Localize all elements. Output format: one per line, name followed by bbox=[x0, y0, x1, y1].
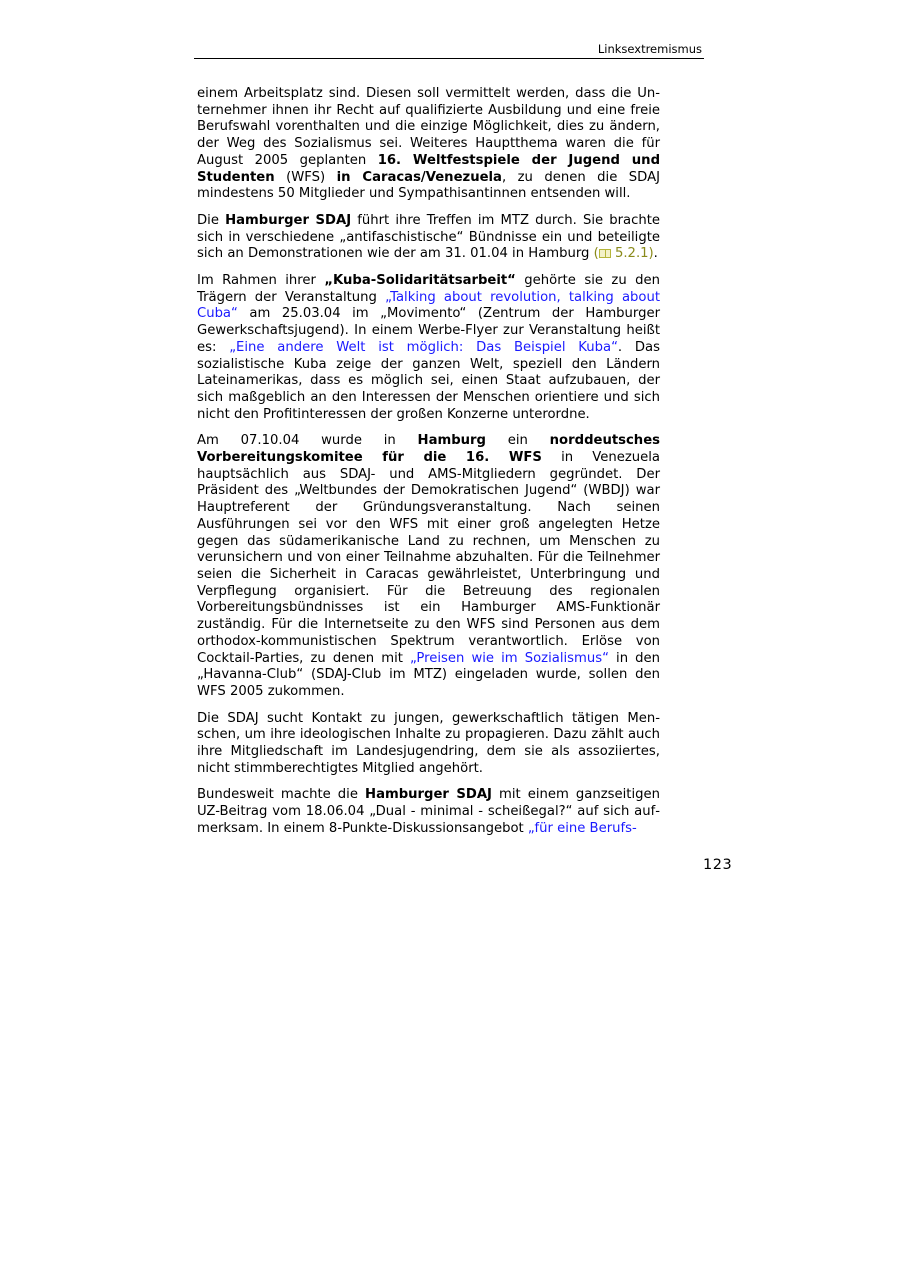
quote-link-talking-about-revolution[interactable]: „Talking about revolution, talking about Cuba“ bbox=[197, 289, 660, 322]
bold-text: „Kuba-Solidaritätsarbeit“ bbox=[324, 273, 516, 289]
text: Im Rahmen ihrer bbox=[197, 273, 325, 289]
running-header bbox=[194, 41, 704, 59]
paragraph-6 bbox=[197, 787, 660, 837]
quote-link-fuer-eine-berufs[interactable]: „für eine Berufs- bbox=[527, 820, 637, 836]
text: mit einem ganzseitigen UZ-Beitrag vom 18.06.04 „Dual - minimal - scheißegal?“ auf sich aufmerksam. In einem 8-Punkte-Diskussionsangebot bbox=[197, 787, 660, 836]
text: in Venezuela hauptsächlich aus SDAJ- und AMS-Mitgliedern gegründet. Der Präsident des „Weltbundes der Demokratischen Jugend“ (WBDJ) war Hauptreferent der Gründungsveranstaltung. Nach seinen Ausführungen sei vor den WFS mit einer groß angelegten Hetze gegen das südamerikanische Land zu rechnen, um Menschen zu verunsichern und von einer Teilnahme abzuhalten. Für die Teilnehmer seien die Sicherheit in Caracas gewährleistet, Unterbringung und Verpflegung organisiert. Für die Betreuung des regionalen Vorbereitungsbündnisses ist ein Hamburger AMS-Funktionär zuständig. Für die Internetseite zu den WFS sind Personen aus dem orthodox-kommunistischen Spektrum verantwortlich. Erlöse von Cocktail-Parties, zu denen mit bbox=[197, 450, 660, 666]
book-icon bbox=[599, 249, 611, 258]
text: . Das sozialistische Kuba zeige der ganzen Welt, speziell den Ländern Lateinamerikas, dass es möglich sei, einen Staat aufzubauen, der sich maßgeblich an den Interessen der Menschen orientiere und sich nicht den Profitinteressen der großen Konzerne unterordne. bbox=[197, 339, 660, 422]
paragraph-1 bbox=[197, 86, 660, 203]
bold-text: Hamburger SDAJ bbox=[365, 787, 492, 803]
xref-open: ( bbox=[593, 246, 599, 262]
quote-link-eine-andere-welt[interactable]: „Eine andere Welt ist möglich: Das Beispiel Kuba“ bbox=[229, 339, 618, 355]
text: , zu denen die SDAJ mindestens 50 Mitglieder und Sympathisantinnen entsenden will. bbox=[197, 169, 660, 202]
paragraph-3 bbox=[197, 273, 660, 423]
paragraph-4 bbox=[197, 433, 660, 700]
header-title: Linksextremismus bbox=[597, 42, 702, 56]
text: gehörte sie zu den Trägern der Veranstaltung bbox=[197, 273, 660, 305]
text: am 25.03.04 im „Movimento“ (Zentrum der Hamburger Gewerkschaftsjugend). In einem Werbe-Flyer zur Veranstaltung heißt es: bbox=[197, 306, 660, 355]
bold-text: norddeutsches Vorbereitungskomitee für die 16. WFS bbox=[197, 433, 660, 466]
text: (WFS) bbox=[274, 169, 337, 185]
text: . bbox=[653, 246, 658, 262]
paragraph-2 bbox=[197, 213, 660, 263]
page-number: 123 bbox=[703, 857, 733, 873]
bold-text: 16. Weltfestspiele der Jugend und Studenten bbox=[197, 152, 661, 185]
text: führt ihre Treffen im MTZ durch. Sie brachte sich in verschiedene „antifaschistische“ Bündnisse ein und beteiligte sich an Demonstrationen wie der am 31. 01.04 in Hamburg bbox=[197, 212, 661, 262]
body-text bbox=[197, 86, 660, 848]
text: Die SDAJ sucht Kontakt zu jungen, gewerkschaftlich tätigen Menschen, um ihre ideologischen Inhalte zu propagieren. Dazu zählt auch ihre Mitgliedschaft im Landesjugendring, dem sie als assoziiertes, nicht stimmberechtigtes Mitglied angehört. bbox=[197, 710, 660, 776]
cross-reference-link[interactable] bbox=[594, 246, 654, 261]
quote-link-preisen-wie-im-sozialismus[interactable]: „Preisen wie im Sozialismus“ bbox=[410, 650, 609, 666]
text: in den „Havanna-Club“ (SDAJ-Club im MTZ) eingeladen wurde, sollen den WFS 2005 zukommen. bbox=[197, 650, 660, 699]
bold-text: Hamburg bbox=[417, 433, 486, 449]
text: Am 07.10.04 wurde in bbox=[197, 433, 418, 449]
text: einem Arbeitsplatz sind. Diesen soll vermittelt werden, dass die Unternehmer ihnen ihr Recht auf qualifizierte Ausbildung und eine freie Berufswahl vorenthalten und die einzige Möglichkeit, dies zu ändern, der Weg des Sozialismus sei. Weiteres Hauptthema waren die für August 2005 geplanten bbox=[197, 86, 660, 168]
text: Die bbox=[197, 212, 226, 228]
bold-text: in Caracas/Venezuela bbox=[336, 169, 502, 185]
paragraph-5 bbox=[197, 711, 660, 778]
text: ein bbox=[485, 433, 550, 449]
bold-text: Hamburger SDAJ bbox=[225, 212, 352, 228]
text: Bundesweit machte die bbox=[197, 787, 366, 803]
xref-number: 5.2.1) bbox=[614, 246, 654, 262]
